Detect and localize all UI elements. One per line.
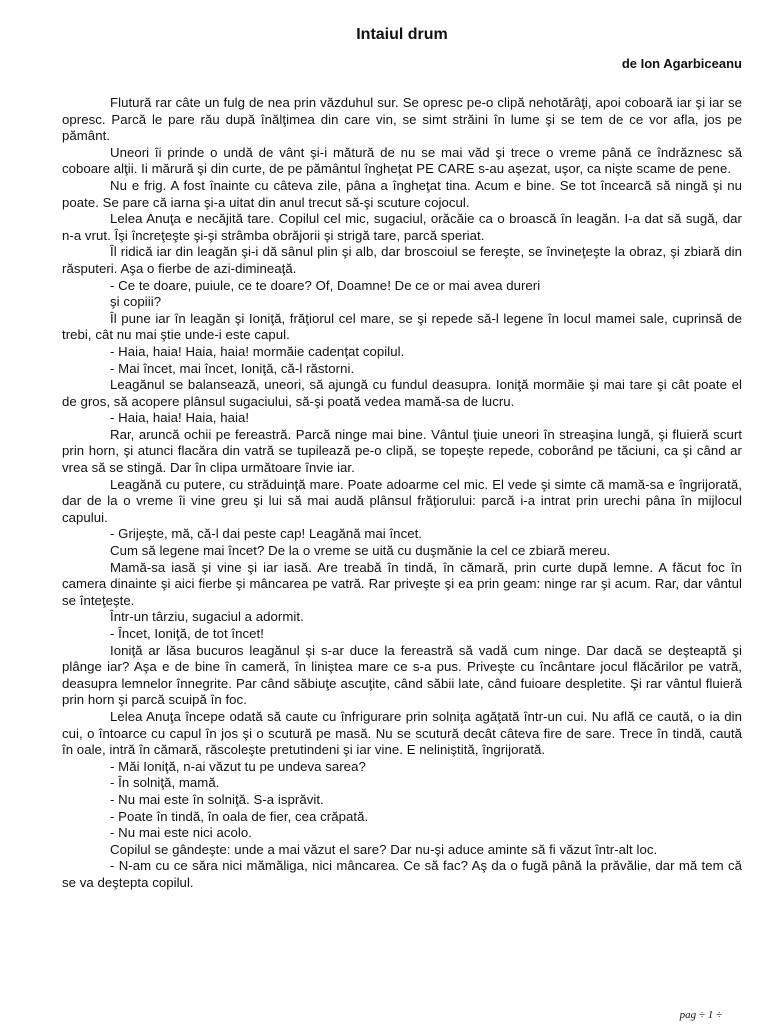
paragraph: Mamă-sa iasă şi vine şi iar iasă. Are treabă în tindă, în cămară, prin curte după lemne. A făcut foc în camera dinainte şi aici fierbe şi mâncarea pe vatră. Rar priveşte şi ea prin geam: ninge rar şi acum. Rar, dar vântul se înteţeşte.	[62, 559, 742, 608]
dialogue-line: - Haia, haia! Haia, haia!	[110, 410, 250, 426]
paragraph: Leagănul se balansează, uneori, să ajungă cu fundul deasupra. Ioniţă mormăie şi mai tare şi cât poate el de gros, să acopere plânsul sugaciului, să-şi poată vedea mamă-sa de lucru.	[62, 377, 742, 409]
dialogue-line: - Grijeşte, mă, că-l dai peste cap! Leagănă mai încet.	[110, 526, 423, 542]
dialogue-line: - Nu mai este nici acolo.	[110, 825, 252, 841]
dialogue-line: - N-am cu ce săra nici mămăliga, nici mâncarea. Ce să fac? Aş da o fugă până la prăvălie, dar mă tem că se va deştepta copilul.	[62, 858, 742, 890]
paragraph: Îl pune iar în leagăn şi Ioniţă, frăţiorul cel mare, se şi repede să-l legene în locul mamei sale, cuprinsă de trebi, cât nu mai ştie unde-i este capul.	[62, 310, 742, 343]
paragraph: Rar, aruncă ochii pe fereastră. Parcă ninge mai bine. Vântul ţiuie uneori în streaşina lungă, şi fluieră scurt prin horn, şi atunci flacăra din vatră se tupilează pe-o clipă, se topeşte repede, coborând pe tăciuni, ca şi când ar vrea să se stingă. Dar în clipa următoare învie iar.	[62, 426, 742, 476]
paragraph: Uneori îi prinde o undă de vânt şi-i mătură de nu se mai văd şi trece o vreme până ce îndrăznesc să coboare alţii. Ii mărură şi din curte, de pe pământul îngheţat PE CARE s-au aşezat, uşor, ca nişte scame de pene.	[62, 144, 742, 177]
dialogue-line: - Nu mai este în solniţă. S-a isprăvit.	[110, 791, 324, 807]
document-title: Intaiul drum	[356, 26, 448, 43]
dialogue-line: - Încet, Ioniţă, de tot încet!	[110, 626, 264, 641]
paragraph: Lelea Anuţa e necăjită tare. Copilul cel mic, sugaciul, orăcăie ca o broască în leagăn. I-a dat să sugă, dar n-a vrut. Îşi încreţeşte şi-şi strâmba obrăjorii şi strigă tare, parcă speriat.	[62, 211, 742, 243]
document-author: de Ion Agarbiceanu	[621, 56, 742, 71]
paragraph: Cum să legene mai încet? De la o vreme se uită cu duşmănie la cel ce zbiară mereu.	[110, 543, 611, 559]
page-number: pag ÷ 1 ÷	[679, 1009, 722, 1021]
paragraph: - Ce te doare, puiule, ce te doare? Of, Doamne! De ce or mai avea dureri	[110, 277, 541, 293]
dialogue-line: - Mai încet, mai încet, Ioniţă, că-l răstorni.	[110, 360, 355, 376]
paragraph: Nu e frig. A fost înainte cu câteva zile, pâna a îngheţat tina. Acum e bine. Se tot încearcă să ningă şi nu poate. Se pare că iarna şi-a uitat din anul trecut să-şi scuture cojocul.	[62, 177, 742, 210]
paragraph: Lelea Anuţa începe odată să caute cu înfrigurare prin solniţa agăţată într-un cui. Nu află ce caută, o ia din cui, o întoarce cu capul în jos şi o scutură pe masă. Nu se scutură decât câteva fire de sare. Trece în tindă, caută în oale, intră în cămară, răscoleşte pretutindeni şi iar vine. E neliniştită, îngrijorată.	[62, 708, 742, 758]
paragraph: Ioniţă ar lăsa bucuros leagănul şi s-ar duce la fereastră să vadă cum ninge. Dar dacă se deşteaptă şi plânge iar? Aşa e de bine în cameră, în linişteа mare ce s-a pus. Priveşte cu încântare jocul flăcărilor pe vatră, deasupra lemnelor înnegrite. Par când săbiuţe ascuţite, când săbii late, când fuioare despletite. Şi rar vântul fluieră prin horn şi parcă scuipă în foc.	[62, 642, 742, 708]
paragraph: Într-un târziu, sugaciul a adormit.	[110, 609, 304, 625]
dialogue-line: - În solniţă, mamă.	[110, 775, 220, 791]
document-body	[62, 95, 742, 892]
dialogue-line: - Haia, haia! Haia, haia! mormăie cadenţat copilul.	[110, 343, 405, 359]
dialogue-line: - Măi Ioniţă, n-ai văzut tu pe undeva sarea?	[110, 758, 366, 774]
paragraph-continuation: şi copiii?	[110, 294, 162, 310]
paragraph: Îl ridică iar din leagăn şi-i dă sânul plin şi alb, dar broscoiul se fereşte, se învineţeşte la obraz, şi zbiară din răsputeri. Aşa o fierbe de azi-dimineaţă.	[62, 244, 742, 276]
paragraph: Flutură rar câte un fulg de nea prin văzduhul sur. Se opresc pe-o clipă nehotărâţi, apoi coboară iar şi iar se opresc. Parcă le pare rău după înălţimea din care vin, se simt străini în lume şi se tem de ce vor afla, jos pe pământ.	[62, 95, 742, 144]
paragraph: Leagănă cu putere, cu străduinţă mare. Poate adoarme cel mic. El vede şi simte că mamă-sa e îngrijorată, dar de la o vreme îi vine greu şi lui să mai audă plânsul frăţiorului: parcă i-a intrat prin urechi pâna în mijlocul capului.	[62, 476, 742, 525]
document-page	[62, 24, 742, 892]
paragraph: Copilul se gândeşte: unde a mai văzut el sare? Dar nu-şi aduce aminte să fi văzut într-alt loc.	[110, 841, 658, 857]
dialogue-line: - Poate în tindă, în oala de fier, cea crăpată.	[110, 808, 369, 824]
